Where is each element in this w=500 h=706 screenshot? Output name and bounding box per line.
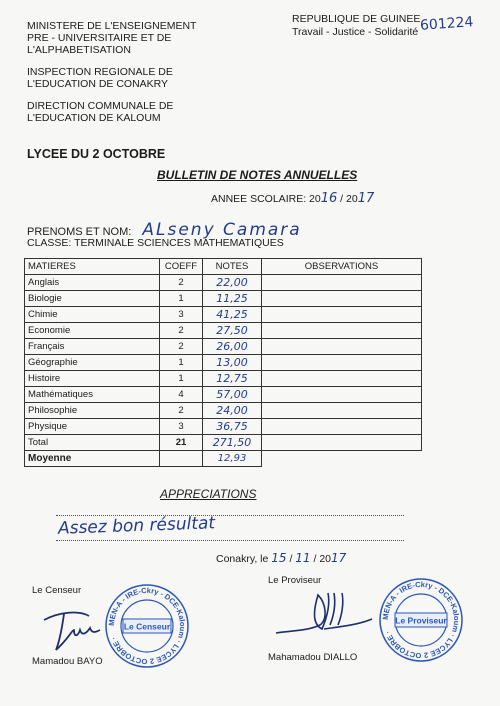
- subject-cell: Histoire: [25, 371, 160, 387]
- ministry-line: PRE - UNIVERSITAIRE ET DE: [27, 32, 172, 44]
- subject-cell: Mathématiques: [25, 387, 160, 403]
- date-year: 17: [331, 551, 347, 565]
- table-row: [25, 275, 422, 291]
- date-year-prefix: 20: [319, 553, 332, 565]
- note-cell: 12,75: [203, 371, 262, 387]
- note-cell: 22,00: [203, 275, 262, 291]
- table-row: [25, 291, 422, 307]
- average-row: [25, 451, 422, 467]
- class-label: CLASSE: TERMINALE SCIENCES MATHEMATIQUES: [27, 237, 284, 249]
- header-notes: NOTES: [203, 259, 262, 275]
- observation-cell: [262, 291, 422, 307]
- observation-cell: [262, 403, 422, 419]
- table-header-row: [25, 259, 422, 275]
- school-year: [211, 191, 374, 206]
- note-cell: 11,25: [203, 291, 262, 307]
- subject-cell: Economie: [25, 323, 160, 339]
- date-day: 15: [271, 551, 287, 565]
- observation-cell: [262, 339, 422, 355]
- school-name: LYCEE DU 2 OCTOBRE: [27, 147, 166, 161]
- coeff-cell: 1: [160, 355, 203, 371]
- ministry-line: L'ALPHABETISATION: [27, 44, 131, 56]
- header-matieres: MATIERES: [25, 259, 160, 275]
- header-coeff: COEFF: [160, 259, 203, 275]
- note-cell: 26,00: [203, 339, 262, 355]
- subject-cell: Chimie: [25, 307, 160, 323]
- proviseur-stamp: [378, 577, 464, 663]
- proviseur-signature: [268, 585, 378, 643]
- note-cell: 13,00: [203, 355, 262, 371]
- proviseur-stamp-ring-text: MEN-A - IRE-Ckry - DCE-Kaloum · LYCEE 2 OCTOBRE ·: [380, 579, 462, 661]
- observation-cell: [262, 307, 422, 323]
- observation-cell: [262, 387, 422, 403]
- table-row: [25, 371, 422, 387]
- average-label: Moyenne: [25, 451, 160, 467]
- coeff-cell: 1: [160, 291, 203, 307]
- school-year-label: ANNEE SCOLAIRE: 20: [211, 193, 321, 205]
- school-year-end: 17: [357, 191, 375, 206]
- subject-cell: Anglais: [25, 275, 160, 291]
- observation-cell: [262, 275, 422, 291]
- total-coeff: 21: [160, 435, 203, 451]
- table-row: [25, 307, 422, 323]
- censeur-stamp-ring-text: MEN-A - IRE-Ckry - DCE-Kaloum · LYCEE 2 OCTOBRE ·: [106, 585, 188, 667]
- censeur-signature: [34, 600, 114, 655]
- inspection-line: L'EDUCATION DE CONAKRY: [27, 78, 169, 90]
- school-year-sep: / 20: [337, 193, 358, 205]
- dotted-line: [56, 540, 404, 541]
- censeur-stamp: [104, 583, 190, 669]
- censeur-name: Mamadou BAYO: [32, 656, 103, 667]
- proviseur-title: Le Proviseur: [268, 575, 322, 586]
- date-month: 11: [295, 551, 311, 565]
- proviseur-name: Mahamadou DIALLO: [268, 652, 358, 663]
- average-note: 12,93: [203, 451, 262, 467]
- subject-cell: Géographie: [25, 355, 160, 371]
- table-row: [25, 339, 422, 355]
- observation-cell: [262, 355, 422, 371]
- coeff-cell: 2: [160, 403, 203, 419]
- student-name: ALseny Camara: [142, 220, 302, 240]
- observation-cell: [262, 419, 422, 435]
- subject-cell: Français: [25, 339, 160, 355]
- coeff-cell: 3: [160, 419, 203, 435]
- subject-cell: Biologie: [25, 291, 160, 307]
- subject-cell: Physique: [25, 419, 160, 435]
- total-label: Total: [25, 435, 160, 451]
- grades-table: [24, 258, 422, 467]
- table-row: [25, 355, 422, 371]
- proviseur-stamp-center: Le Proviseur: [395, 615, 447, 626]
- coeff-cell: 2: [160, 339, 203, 355]
- coeff-cell: 3: [160, 307, 203, 323]
- observation-cell: [262, 371, 422, 387]
- average-coeff-cell: [160, 451, 203, 467]
- coeff-cell: 4: [160, 387, 203, 403]
- censeur-stamp-center: Le Censeur: [123, 621, 171, 632]
- note-cell: 27,50: [203, 323, 262, 339]
- table-row: [25, 323, 422, 339]
- dotted-line: [56, 515, 404, 516]
- table-row: [25, 403, 422, 419]
- republic-header: [292, 13, 420, 39]
- total-row: [25, 435, 422, 451]
- note-cell: 24,00: [203, 403, 262, 419]
- total-note: 271,50: [203, 435, 262, 451]
- subject-cell: Philosophie: [25, 403, 160, 419]
- censeur-title: Le Censeur: [32, 585, 82, 596]
- ministry-line: MINISTERE DE L'ENSEIGNEMENT: [27, 20, 197, 32]
- republic-motto: Travail - Justice - Solidarité: [292, 26, 419, 38]
- header-observations: OBSERVATIONS: [262, 259, 422, 275]
- ministry-header: [27, 20, 196, 134]
- average-empty-cell: [262, 451, 422, 467]
- reference-number: 601224: [419, 14, 474, 34]
- observation-cell: [262, 323, 422, 339]
- republic-name: REPUBLIQUE DE GUINEE: [292, 13, 421, 25]
- place-date-prefix: Conakry, le: [216, 553, 269, 565]
- note-cell: 57,00: [203, 387, 262, 403]
- place-date: Conakry, le 15 / 11 / 2017: [216, 551, 347, 565]
- note-cell: 41,25: [203, 307, 262, 323]
- note-cell: 36,75: [203, 419, 262, 435]
- appreciation-text: Assez bon résultat: [57, 513, 216, 539]
- direction-line: L'EDUCATION DE KALOUM: [27, 112, 161, 124]
- observation-cell: [262, 435, 422, 451]
- coeff-cell: 2: [160, 323, 203, 339]
- student-name-label: PRENOMS ET NOM:: [27, 226, 132, 238]
- coeff-cell: 1: [160, 371, 203, 387]
- appreciations-title: APPRECIATIONS: [160, 487, 257, 501]
- table-row: [25, 387, 422, 403]
- coeff-cell: 2: [160, 275, 203, 291]
- direction-line: DIRECTION COMMUNALE DE: [27, 100, 174, 112]
- document-title: BULLETIN DE NOTES ANNUELLES: [157, 168, 358, 182]
- table-row: [25, 419, 422, 435]
- school-year-start: 16: [320, 191, 338, 206]
- inspection-line: INSPECTION REGIONALE DE: [27, 66, 173, 78]
